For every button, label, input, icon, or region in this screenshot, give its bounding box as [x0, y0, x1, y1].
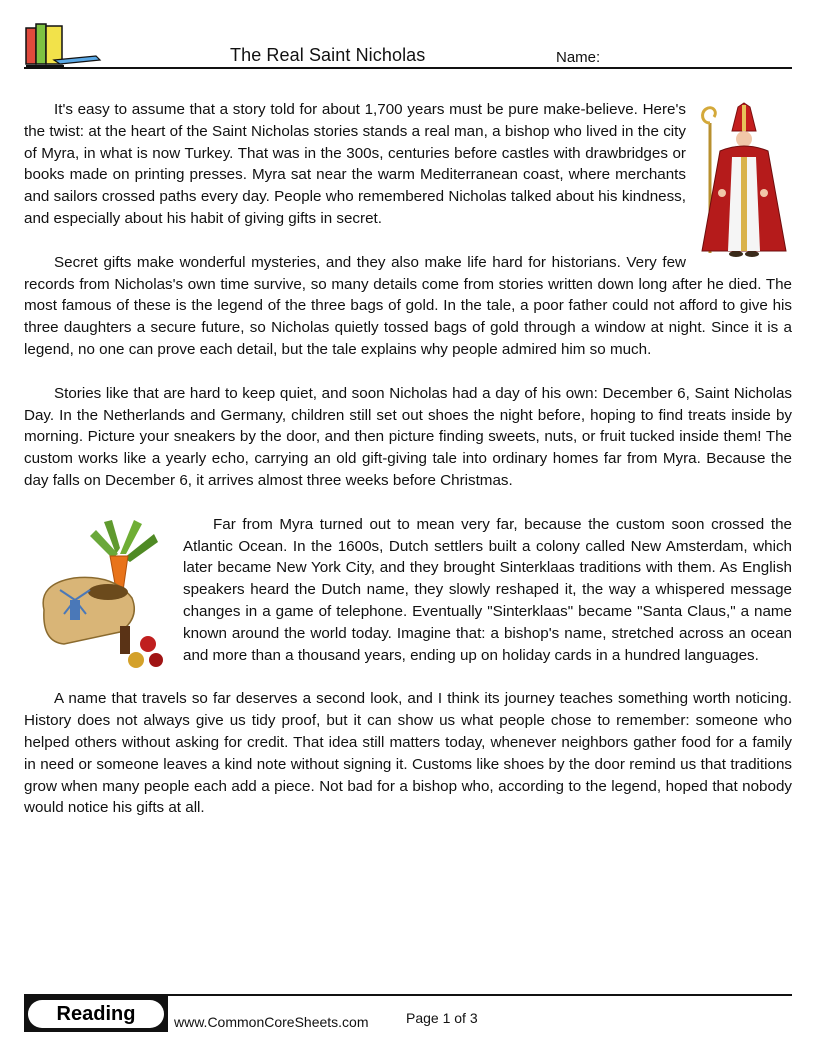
page-header	[24, 22, 792, 70]
paragraph-3: Stories like that are hard to keep quiet, and soon Nicholas had a day of his own: December 6, Saint Nicholas Day. In the Netherlands and Germany, children still set out shoes the night before, hoping to find treats inside by morning. Picture your sneakers by the door, and then picture finding sweets, nuts, or fruit tucked inside them! The custom works like a yearly echo, carrying an old gift-giving tale into ordinary homes far from Myra. Because the day falls on December 6, it arrives almost three weeks before Christmas.	[24, 384, 792, 489]
header-divider	[24, 67, 792, 69]
paragraph-2: Secret gifts make wonderful mysteries, and they also make life hard for historians. Very few records from Nicholas's own time survive, so many details come from stories written down long after he died. The most famous of these is the legend of the three bags of gold. In the tale, a poor father could not afford to give his three daughters a secure future, so Nicholas quietly tossed bags of gold through a window at night. Since it is a legend, no one can prove each detail, but the tale explains why people admired him so much.	[24, 253, 792, 358]
books-icon	[24, 22, 104, 68]
paragraph-5: A name that travels so far deserves a second look, and I think its journey teaches something worth noticing. History does not always give us tidy proof, but it can show us what people chose to remember: someone who helped others without asking for credit. That idea still matters today, whenever neighbors gather food for a family in need or someone leaves a kind note without signing it. Customs like shoes by the door remind us that traditions grow when many people each add a piece. Not bad for a bishop who, according to the legend, hoped that nobody would notice his gifts at all.	[24, 690, 792, 817]
article-body	[24, 99, 792, 841]
subject-badge	[24, 996, 168, 1032]
name-label: Name:	[556, 49, 601, 66]
paragraph-4: Far from Myra turned out to mean very far, because the custom soon crossed the Atlantic Ocean. In the 1600s, Dutch settlers built a colony called New Amsterdam, which later became New York City, and they brought Sinterklaas traditions with them. As English speakers heard the Dutch name, they slowly reshaped it, the way a whispered message changes in a game of telephone. Eventually "Sinterklaas" became "Santa Claus," a name known around the world today. Imagine that: a bishop's name, stretched across an ocean and more than a thousand years, ending up on holiday cards in a hundred languages.	[183, 515, 792, 664]
page-footer	[24, 994, 792, 1034]
wooden-shoe-illustration	[24, 514, 169, 674]
subject-badge-label: Reading	[28, 1000, 164, 1028]
site-url: www.CommonCoreSheets.com	[174, 1014, 369, 1030]
page-number: Page 1 of 3	[406, 1010, 478, 1026]
bishop-illustration	[694, 101, 792, 261]
page-title: The Real Saint Nicholas	[230, 45, 426, 65]
paragraph-1: It's easy to assume that a story told for about 1,700 years must be pure make-believe. Here's the twist: at the heart of the Saint Nicholas stories stands a real man, a bishop who lived in the city of Myra, in what is now Turkey. That was in the 300s, centuries before castles with drawbridges or books made on printing presses. Myra sat near the warm Mediterranean coast, where merchants and sailors crossed paths every day. People who remembered Nicholas talked about his kindness, and especially about his habit of giving gifts in secret.	[24, 101, 686, 227]
